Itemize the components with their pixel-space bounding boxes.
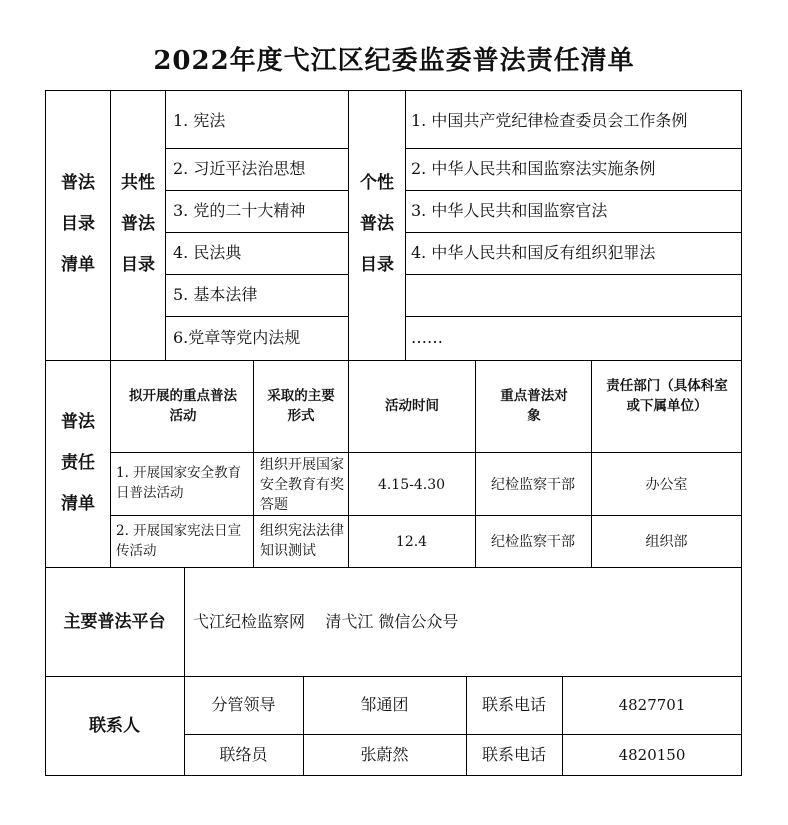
- grid-line: [165, 316, 348, 317]
- table-cell: 办公室: [645, 477, 688, 493]
- catalog-section-label: 普法 目录 清单: [61, 173, 95, 275]
- column-header: 活动时间: [385, 398, 439, 414]
- grid-line: [348, 90, 349, 360]
- grid-line: [253, 360, 254, 567]
- grid-line: [405, 274, 742, 275]
- common-item: 1. 宪法: [173, 111, 226, 130]
- contact-role: 分管领导: [211, 695, 276, 714]
- table-cell: 1. 开展国家安全教育日普法活动: [116, 465, 242, 501]
- individual-catalog-label: 个性 普法 目录: [360, 173, 394, 275]
- section-divider: [45, 360, 742, 361]
- grid-line: [405, 148, 742, 149]
- contact-name: 张蔚然: [360, 745, 409, 764]
- platform-label: 主要普法平台: [63, 612, 166, 632]
- grid-line: [165, 274, 348, 275]
- column-header: 责任部门（具体科室或下属单位）: [606, 378, 728, 414]
- common-item: 6.党章等党内法规: [173, 328, 301, 347]
- responsibility-section-label: 普法 责任 清单: [61, 412, 95, 514]
- grid-line: [165, 232, 348, 233]
- table-cell: 纪检监察干部: [491, 477, 575, 493]
- contact-phone-label: 联系电话: [481, 745, 546, 764]
- table-cell: 组织开展国家安全教育有奖答题: [260, 457, 344, 513]
- grid-line: [405, 316, 742, 317]
- contact-phone: 4827701: [618, 696, 686, 714]
- table-cell: 组织宪法法律知识测试: [260, 523, 344, 559]
- grid-line: [110, 360, 111, 567]
- contacts-label: 联系人: [89, 716, 140, 736]
- contact-name: 邹通团: [360, 695, 409, 714]
- column-header: 采取的主要形式: [267, 388, 335, 424]
- page-title: 2022年度弋江区纪委监委普法责任清单: [153, 46, 635, 76]
- grid-line: [165, 190, 348, 191]
- grid-line: [110, 452, 742, 453]
- grid-line: [405, 232, 742, 233]
- contact-role: 联络员: [219, 745, 268, 764]
- section-divider: [45, 676, 742, 677]
- contact-phone: 4820150: [618, 746, 686, 764]
- table-cell: 2. 开展国家宪法日宣传活动: [116, 523, 242, 559]
- column-header: 拟开展的重点普法活动: [129, 388, 237, 424]
- individual-item: 2. 中华人民共和国监察法实施条例: [411, 159, 656, 178]
- column-header: 重点普法对象: [500, 388, 568, 424]
- section-divider: [45, 567, 742, 568]
- table-cell: 组织部: [645, 534, 688, 550]
- table-cell: 纪检监察干部: [491, 534, 575, 550]
- common-item: 3. 党的二十大精神: [173, 201, 306, 220]
- table-cell: 4.15-4.30: [377, 477, 446, 493]
- contact-phone-label: 联系电话: [481, 695, 546, 714]
- platform-value: 弋江纪检监察网 清弋江 微信公众号: [193, 612, 459, 631]
- grid-line: [405, 190, 742, 191]
- common-item: 4. 民法典: [173, 243, 242, 262]
- individual-item: 1. 中国共产党纪律检查委员会工作条例: [411, 111, 688, 130]
- individual-item: 4. 中华人民共和国反有组织犯罪法: [411, 243, 656, 262]
- common-item: 2. 习近平法治思想: [173, 159, 306, 178]
- grid-line: [110, 515, 742, 516]
- grid-line: [184, 567, 185, 676]
- grid-line: [110, 90, 111, 360]
- common-item: 5. 基本法律: [173, 285, 258, 304]
- individual-item: ……: [411, 328, 443, 347]
- table-cell: 12.4: [395, 534, 428, 550]
- grid-line: [165, 90, 166, 360]
- common-catalog-label: 共性 普法 目录: [121, 173, 155, 275]
- individual-item: 3. 中华人民共和国监察官法: [411, 201, 608, 220]
- grid-line: [184, 734, 742, 735]
- grid-line: [165, 148, 348, 149]
- grid-line: [405, 90, 406, 360]
